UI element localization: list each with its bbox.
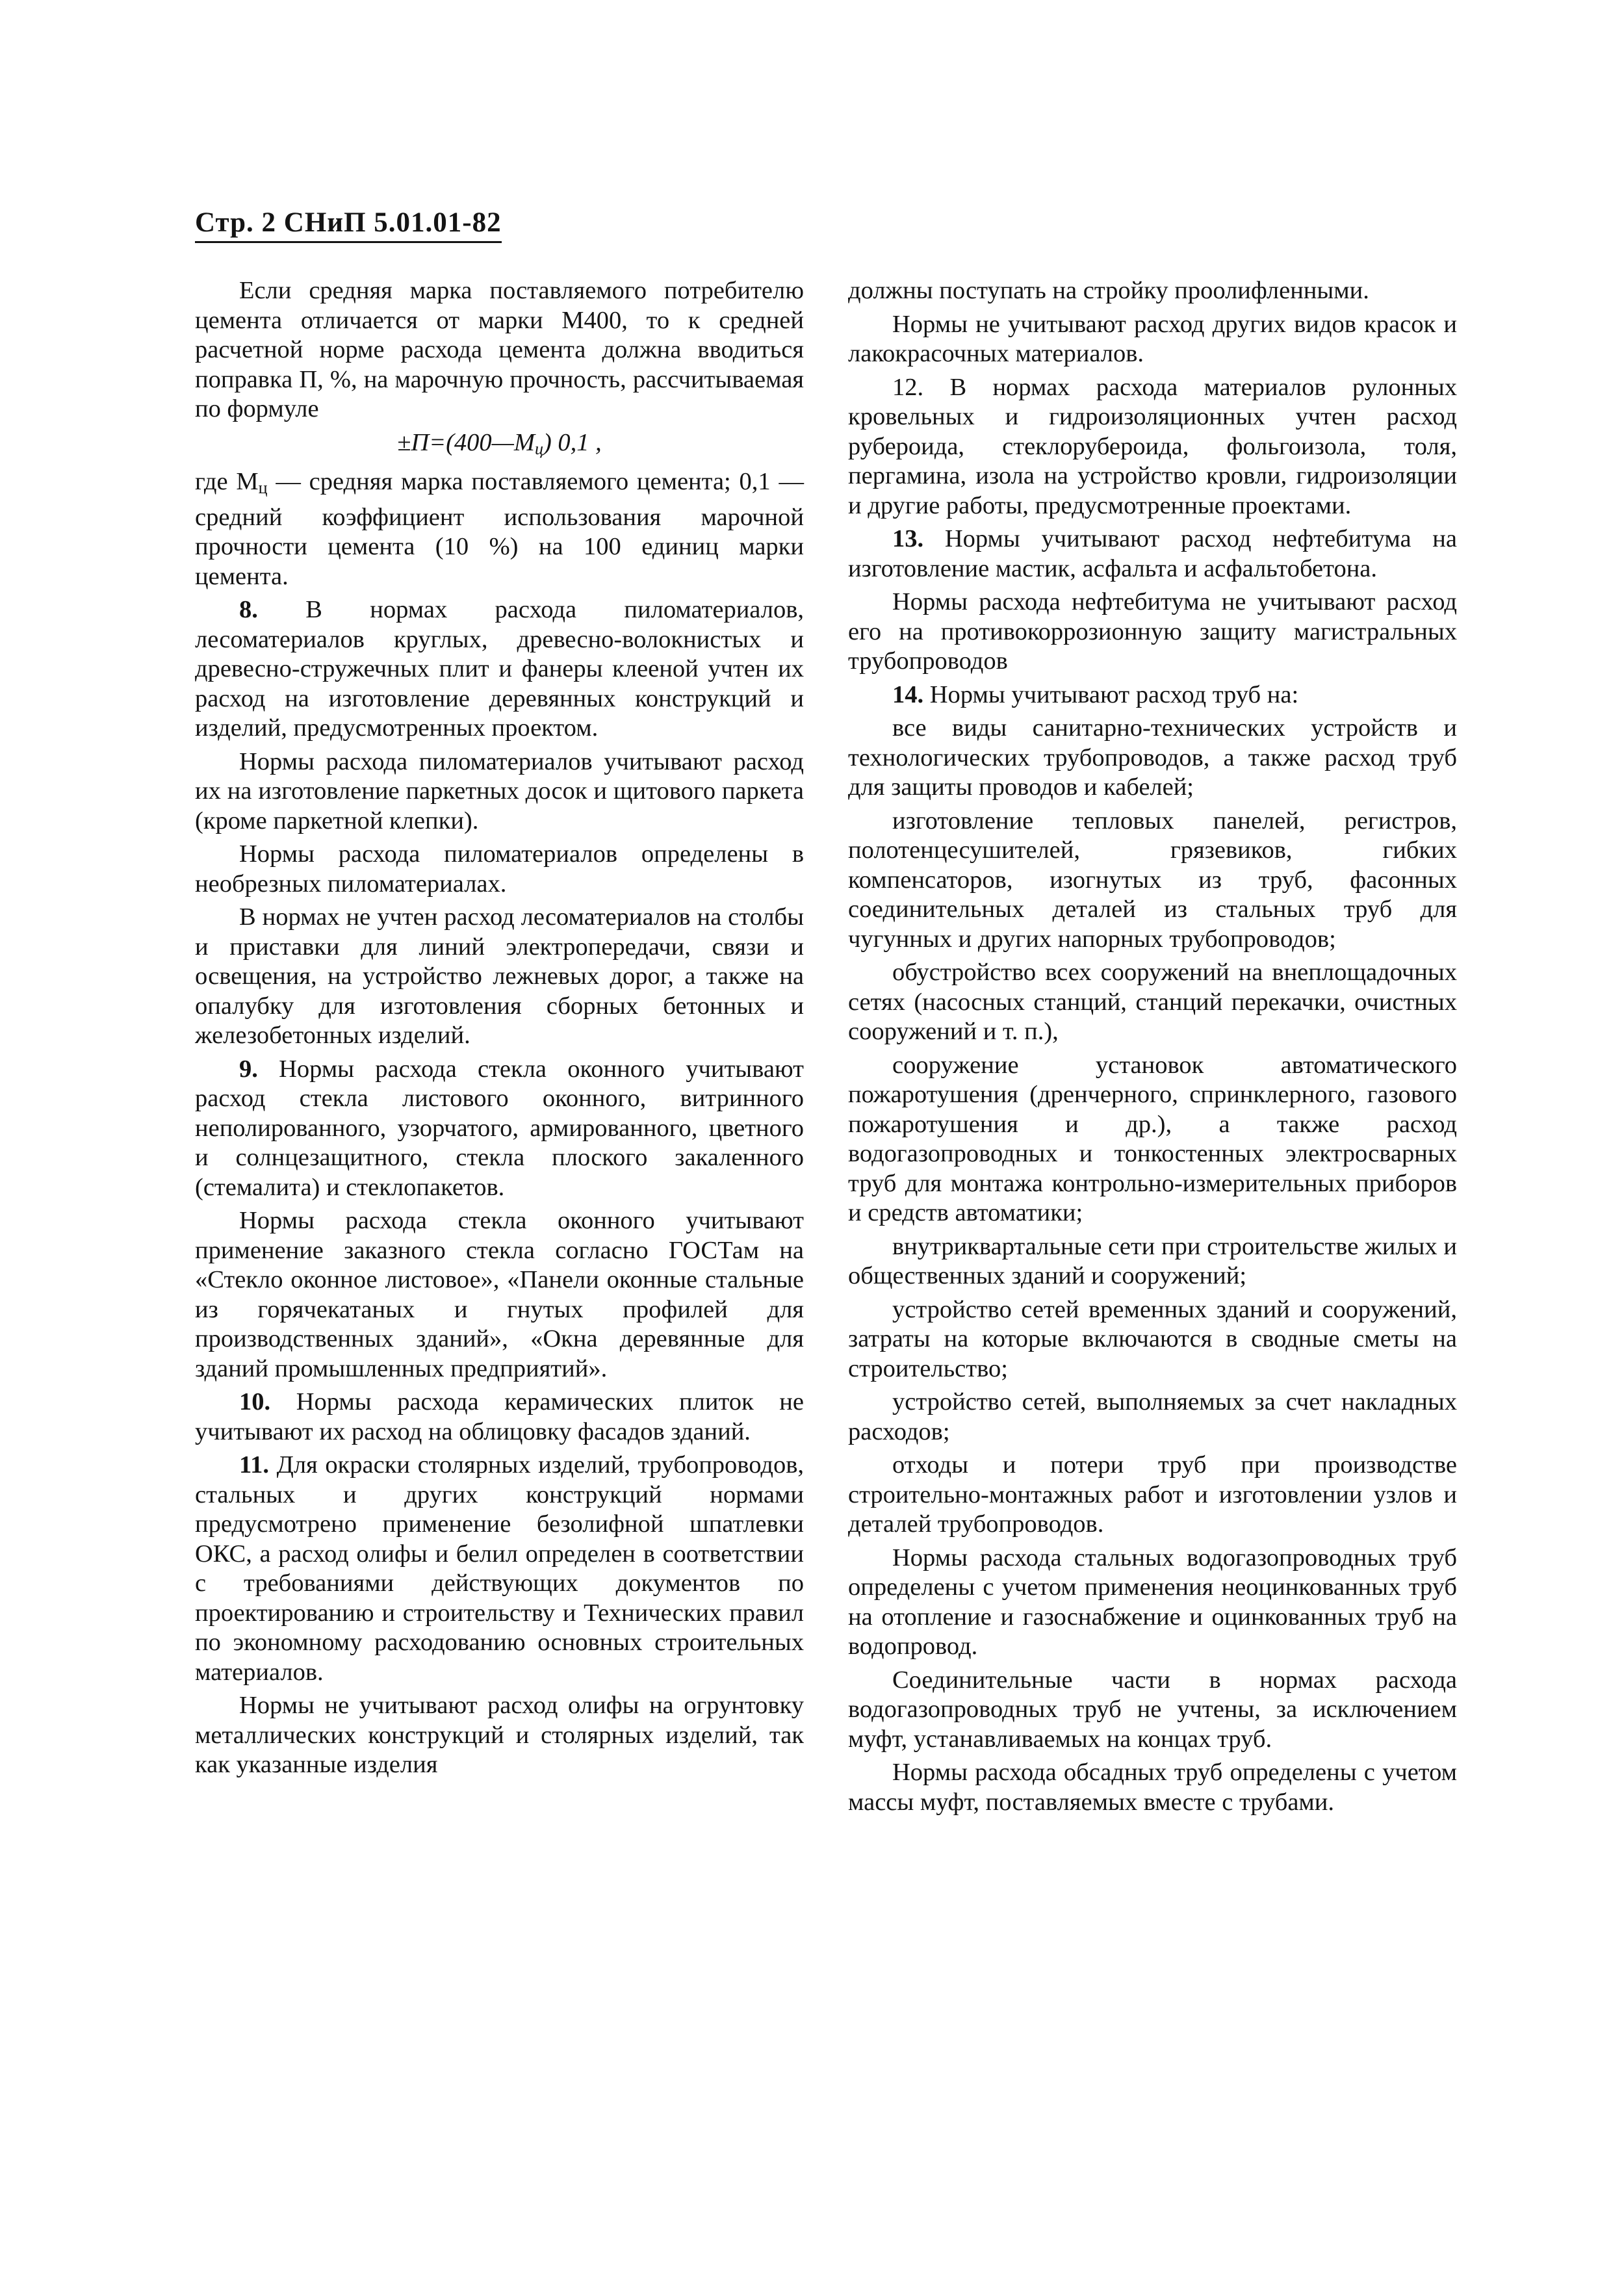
paragraph	[848, 524, 1457, 584]
subscript: ц	[258, 478, 268, 497]
paragraph: Нормы расхода стальных водогазопроводных труб определены с учетом применения неоцинкованных труб на отопление и газоснабжение и оцинкованных труб на водопровод.	[848, 1544, 1457, 1660]
page-header: Стр. 2 СНиП 5.01.01-82	[195, 207, 502, 243]
paragraph: Нормы расхода нефтебитума не учитывают расход его на противокоррозионную защиту магистральных трубопроводов	[848, 588, 1457, 675]
list-item: внутриквартальные сети при строительстве жилых и общественных зданий и сооружений;	[848, 1232, 1457, 1289]
text-run: Для окраски столярных изделий, трубопроводов, стальных и других конструкций нормами предусмотрено применение безолифной шпатлевки ОКС, а расход олифы и белил определен в соответствии с требованиями действующих документов по проектированию и строительству и Технических правил по экономному расходованию основных строительных материалов.	[195, 1451, 804, 1686]
formula-part: ±П=(400—М	[397, 428, 535, 456]
list-item: устройство сетей временных зданий и сооружений, затраты на которые включаются в сводные сметы на строительство;	[848, 1295, 1457, 1382]
item-number: 8.	[239, 596, 258, 623]
item-number: 11.	[239, 1451, 270, 1479]
formula	[195, 428, 804, 464]
left-column	[195, 276, 804, 1784]
paragraph: Нормы расхода обсадных труб определены с учетом массы муфт, поставляемых вместе с трубами.	[848, 1759, 1457, 1816]
text-run: В нормах расхода материалов рулонных кровельных и гидроизоляционных учтен расход рубероида, стеклорубероида, фольгоизола, толя, пергамина, изола на устройство кровли, гидроизоляции и другие работы, предусмотренные проектами.	[848, 373, 1457, 519]
list-item: отходы и потери труб при производстве строительно-монтажных работ и изготовлении узлов и деталей трубопроводов.	[848, 1451, 1457, 1538]
paragraph: Нормы не учитывают расход других видов красок и лакокрасочных материалов.	[848, 310, 1457, 367]
text-run: Нормы расхода керамических плиток не учитывают их расход на облицовку фасадов зданий.	[195, 1388, 804, 1445]
item-number: 10.	[239, 1388, 271, 1415]
formula-part: ) 0,1 ,	[543, 428, 602, 456]
text-run: Нормы расхода стекла оконного учитывают расход стекла листового оконного, витринного неполированного, узорчатого, армированного, цветного и солнцезащитного, стекла плоского закаленного (стемалита) и стеклопакетов.	[195, 1055, 804, 1201]
list-item: сооружение установок автоматического пожаротушения (дренчерного, спринклерного, газового пожаротушения и др.), а также расход водогазопроводных и тонкостенных электросварных труб для монтажа контрольно-измерительных приборов и средств автоматики;	[848, 1051, 1457, 1226]
paragraph: Соединительные части в нормах расхода водогазопроводных труб не учтены, за исключением муфт, устанавливаемых на концах труб.	[848, 1666, 1457, 1753]
list-item: обустройство всех сооружений на внеплощадочных сетях (насосных станций, станций перекачки, очистных сооружений и т. п.),	[848, 959, 1457, 1045]
paragraph: Если средняя марка поставляемого потребителю цемента отличается от марки М400, то к средней расчетной норме расхода цемента должна вводиться поправка П, %, на марочную прочность, рассчитываемая по формуле	[195, 277, 804, 422]
paragraph: Нормы не учитывают расход олифы на огрунтовку металлических конструкций и столярных изделий, так как указанные изделия	[195, 1692, 804, 1778]
right-column	[848, 276, 1457, 1821]
paragraph	[195, 467, 804, 591]
item-number: 12.	[892, 373, 924, 401]
paragraph	[195, 1055, 804, 1203]
list-item: устройство сетей, выполняемых за счет накладных расходов;	[848, 1388, 1457, 1445]
item-number: 14.	[892, 680, 924, 708]
paragraph: должны поступать на стройку проолифленными.	[848, 277, 1369, 304]
item-number: 9.	[239, 1055, 258, 1083]
text-run: Нормы учитывают расход нефтебитума на изготовление мастик, асфальта и асфальтобетона.	[848, 525, 1457, 582]
paragraph: В нормах не учтен расход лесоматериалов на столбы и приставки для линий электропередачи, связи и освещения, на устройство лежневых дорог, а также на опалубку для изготовления сборных бетонных и железобетонных изделий.	[195, 903, 804, 1049]
paragraph: Нормы расхода пиломатериалов учитывают расход их на изготовление паркетных досок и щитового паркета (кроме паркетной клепки).	[195, 747, 804, 834]
paragraph	[195, 595, 804, 743]
text-run: Нормы учитывают расход труб на:	[923, 680, 1299, 708]
paragraph: Нормы расхода стекла оконного учитывают применение заказного стекла согласно ГОСТам на «Стекло оконное листовое», «Панели оконные стальные из горячекатаных и гнутых профилей для производственных зданий», «Окна деревянные для зданий промышленных предприятий».	[195, 1207, 804, 1382]
paragraph: Нормы расхода пиломатериалов определены в необрезных пиломатериалах.	[195, 840, 804, 898]
formula-subscript: ц	[534, 439, 543, 458]
text-run: В нормах расхода пиломатериалов, лесоматериалов круглых, древесно-волокнистых и древесно-стружечных плит и фанеры клееной учтен их расход на изготовление деревянных конструкций и изделий, предусмотренных проектом.	[195, 596, 804, 742]
paragraph	[195, 1451, 804, 1687]
paragraph	[848, 680, 1457, 710]
text-run: где М	[195, 468, 259, 495]
list-item: изготовление тепловых панелей, регистров, полотенцесушителей, грязевиков, гибких компенсаторов, изогнутых из труб, фасонных соединительных деталей из стальных труб для чугунных и других напорных трубопроводов;	[848, 807, 1457, 953]
paragraph	[848, 373, 1457, 521]
list-item: все виды санитарно-технических устройств и технологических трубопроводов, а также расход труб для защиты проводов и кабелей;	[848, 714, 1457, 801]
item-number: 13.	[892, 525, 924, 552]
paragraph	[195, 1388, 804, 1447]
text-run: — средняя марка поставляемого цемента; 0,1 — средний коэффициент использования марочной прочности цемента (10 %) на 100 единиц марки цемента.	[195, 468, 804, 590]
